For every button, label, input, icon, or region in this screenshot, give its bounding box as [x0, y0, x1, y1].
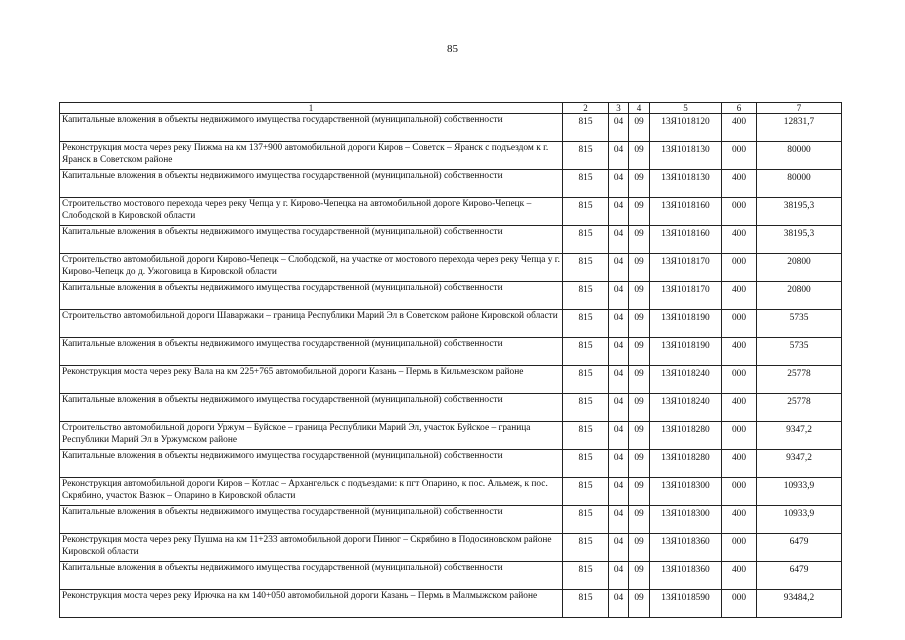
amount: 38195,3: [757, 198, 842, 226]
expense-type-code: 400: [722, 338, 757, 366]
section-code: 04: [609, 562, 629, 590]
section-code: 04: [609, 450, 629, 478]
page-number: 85: [447, 43, 458, 55]
item-name: Капитальные вложения в объекты недвижимого имущества государственной (муниципальной) собственности: [60, 226, 563, 254]
item-name: Реконструкция моста через реку Пижма на км 137+900 автомобильной дороги Киров – Советск – Яранск с подъездом к г. Яранск в Советском районе: [60, 142, 563, 170]
subsection-code: 09: [629, 366, 650, 394]
ministry-code: 815: [563, 254, 609, 282]
subsection-code: 09: [629, 450, 650, 478]
target-item-code: 13Я1018170: [650, 254, 722, 282]
subsection-code: 09: [629, 282, 650, 310]
expense-type-code: 400: [722, 506, 757, 534]
expense-type-code: 000: [722, 142, 757, 170]
table-row: [60, 226, 842, 254]
target-item-code: 13Я1018360: [650, 534, 722, 562]
item-name: Капитальные вложения в объекты недвижимого имущества государственной (муниципальной) собственности: [60, 450, 563, 478]
target-item-code: 13Я1018280: [650, 422, 722, 450]
target-item-code: 13Я1018360: [650, 562, 722, 590]
expense-type-code: 000: [722, 254, 757, 282]
table-row: [60, 534, 842, 562]
table-row: [60, 590, 842, 618]
item-name: Реконструкция моста через реку Пушма на км 11+233 автомобильной дороги Пинюг – Скрябино в Подосиновском районе Кировской области: [60, 534, 563, 562]
header-col-7: 7: [757, 103, 842, 114]
table-row: [60, 450, 842, 478]
item-name: Капитальные вложения в объекты недвижимого имущества государственной (муниципальной) собственности: [60, 394, 563, 422]
expense-type-code: 000: [722, 478, 757, 506]
table-row: [60, 170, 842, 198]
subsection-code: 09: [629, 142, 650, 170]
header-col-3: 3: [609, 103, 629, 114]
section-code: 04: [609, 198, 629, 226]
table-row: [60, 478, 842, 506]
target-item-code: 13Я1018240: [650, 394, 722, 422]
amount: 25778: [757, 366, 842, 394]
amount: 10933,9: [757, 506, 842, 534]
target-item-code: 13Я1018280: [650, 450, 722, 478]
amount: 80000: [757, 142, 842, 170]
expense-type-code: 400: [722, 170, 757, 198]
subsection-code: 09: [629, 506, 650, 534]
item-name: Строительство автомобильной дороги Шаваржаки – граница Республики Марий Эл в Советском районе Кировской области: [60, 310, 563, 338]
subsection-code: 09: [629, 338, 650, 366]
subsection-code: 09: [629, 590, 650, 618]
subsection-code: 09: [629, 562, 650, 590]
amount: 5735: [757, 310, 842, 338]
item-name: Реконструкция моста через реку Вала на км 225+765 автомобильной дороги Казань – Пермь в Кильмезском районе: [60, 366, 563, 394]
section-code: 04: [609, 282, 629, 310]
table-row: [60, 254, 842, 282]
ministry-code: 815: [563, 310, 609, 338]
budget-table: [59, 102, 842, 618]
section-code: 04: [609, 254, 629, 282]
table-row: [60, 366, 842, 394]
expense-type-code: 400: [722, 282, 757, 310]
table-row: [60, 506, 842, 534]
target-item-code: 13Я1018300: [650, 506, 722, 534]
header-col-5: 5: [650, 103, 722, 114]
expense-type-code: 000: [722, 534, 757, 562]
subsection-code: 09: [629, 198, 650, 226]
item-name: Капитальные вложения в объекты недвижимого имущества государственной (муниципальной) собственности: [60, 170, 563, 198]
subsection-code: 09: [629, 394, 650, 422]
expense-type-code: 400: [722, 562, 757, 590]
ministry-code: 815: [563, 506, 609, 534]
item-name: Капитальные вложения в объекты недвижимого имущества государственной (муниципальной) собственности: [60, 562, 563, 590]
amount: 25778: [757, 394, 842, 422]
section-code: 04: [609, 506, 629, 534]
expense-type-code: 400: [722, 450, 757, 478]
target-item-code: 13Я1018170: [650, 282, 722, 310]
subsection-code: 09: [629, 310, 650, 338]
amount: 9347,2: [757, 422, 842, 450]
table-row: [60, 282, 842, 310]
expense-type-code: 000: [722, 422, 757, 450]
amount: 20800: [757, 254, 842, 282]
ministry-code: 815: [563, 590, 609, 618]
expense-type-code: 000: [722, 198, 757, 226]
item-name: Капитальные вложения в объекты недвижимого имущества государственной (муниципальной) собственности: [60, 338, 563, 366]
expense-type-code: 000: [722, 366, 757, 394]
section-code: 04: [609, 422, 629, 450]
subsection-code: 09: [629, 254, 650, 282]
amount: 10933,9: [757, 478, 842, 506]
item-name: Реконструкция автомобильной дороги Киров – Котлас – Архангельск с подъездами: к пгт Опарино, к пос. Альмеж, к пос. Скрябино, участок Вазюк – Опарино в Кировской области: [60, 478, 563, 506]
header-col-1: 1: [60, 103, 563, 114]
section-code: 04: [609, 366, 629, 394]
item-name: Капитальные вложения в объекты недвижимого имущества государственной (муниципальной) собственности: [60, 506, 563, 534]
table-row: [60, 394, 842, 422]
ministry-code: 815: [563, 338, 609, 366]
ministry-code: 815: [563, 226, 609, 254]
expense-type-code: 000: [722, 310, 757, 338]
ministry-code: 815: [563, 450, 609, 478]
target-item-code: 13Я1018240: [650, 366, 722, 394]
table-body: [60, 114, 842, 618]
subsection-code: 09: [629, 114, 650, 142]
item-name: Капитальные вложения в объекты недвижимого имущества государственной (муниципальной) собственности: [60, 114, 563, 142]
target-item-code: 13Я1018190: [650, 310, 722, 338]
section-code: 04: [609, 590, 629, 618]
amount: 12831,7: [757, 114, 842, 142]
ministry-code: 815: [563, 142, 609, 170]
section-code: 04: [609, 394, 629, 422]
target-item-code: 13Я1018300: [650, 478, 722, 506]
target-item-code: 13Я1018190: [650, 338, 722, 366]
section-code: 04: [609, 534, 629, 562]
section-code: 04: [609, 226, 629, 254]
amount: 38195,3: [757, 226, 842, 254]
header-col-2: 2: [563, 103, 609, 114]
item-name: Капитальные вложения в объекты недвижимого имущества государственной (муниципальной) собственности: [60, 282, 563, 310]
subsection-code: 09: [629, 170, 650, 198]
amount: 9347,2: [757, 450, 842, 478]
table-row: [60, 338, 842, 366]
amount: 20800: [757, 282, 842, 310]
target-item-code: 13Я1018160: [650, 198, 722, 226]
ministry-code: 815: [563, 534, 609, 562]
table-row: [60, 198, 842, 226]
subsection-code: 09: [629, 534, 650, 562]
target-item-code: 13Я1018130: [650, 142, 722, 170]
ministry-code: 815: [563, 562, 609, 590]
item-name: Строительство автомобильной дороги Уржум – Буйское – граница Республики Марий Эл, участок Буйское – граница Республики Марий Эл в Уржумском районе: [60, 422, 563, 450]
ministry-code: 815: [563, 114, 609, 142]
header-col-4: 4: [629, 103, 650, 114]
subsection-code: 09: [629, 478, 650, 506]
table-row: [60, 562, 842, 590]
amount: 6479: [757, 534, 842, 562]
target-item-code: 13Я1018590: [650, 590, 722, 618]
expense-type-code: 400: [722, 394, 757, 422]
amount: 6479: [757, 562, 842, 590]
expense-type-code: 400: [722, 226, 757, 254]
table-header-row: [60, 103, 842, 114]
amount: 80000: [757, 170, 842, 198]
table-row: [60, 422, 842, 450]
expense-type-code: 400: [722, 114, 757, 142]
item-name: Реконструкция моста через реку Ирючка на км 140+050 автомобильной дороги Казань – Пермь в Малмыжском районе: [60, 590, 563, 618]
section-code: 04: [609, 170, 629, 198]
amount: 93484,2: [757, 590, 842, 618]
ministry-code: 815: [563, 422, 609, 450]
item-name: Строительство автомобильной дороги Кирово-Чепецк – Слободской, на участке от мостового перехода через реку Чепца у г. Кирово-Чепецк до д. Ужоговица в Кировской области: [60, 254, 563, 282]
target-item-code: 13Я1018160: [650, 226, 722, 254]
item-name: Строительство мостового перехода через реку Чепца у г. Кирово-Чепецка на автомобильной дороге Кирово-Чепецк – Слободской в Кировской области: [60, 198, 563, 226]
expense-type-code: 000: [722, 590, 757, 618]
section-code: 04: [609, 142, 629, 170]
ministry-code: 815: [563, 394, 609, 422]
table-row: [60, 310, 842, 338]
ministry-code: 815: [563, 478, 609, 506]
header-col-6: 6: [722, 103, 757, 114]
section-code: 04: [609, 310, 629, 338]
table-row: [60, 114, 842, 142]
section-code: 04: [609, 338, 629, 366]
subsection-code: 09: [629, 422, 650, 450]
ministry-code: 815: [563, 170, 609, 198]
target-item-code: 13Я1018120: [650, 114, 722, 142]
section-code: 04: [609, 478, 629, 506]
subsection-code: 09: [629, 226, 650, 254]
table-row: [60, 142, 842, 170]
ministry-code: 815: [563, 366, 609, 394]
ministry-code: 815: [563, 282, 609, 310]
amount: 5735: [757, 338, 842, 366]
section-code: 04: [609, 114, 629, 142]
ministry-code: 815: [563, 198, 609, 226]
target-item-code: 13Я1018130: [650, 170, 722, 198]
